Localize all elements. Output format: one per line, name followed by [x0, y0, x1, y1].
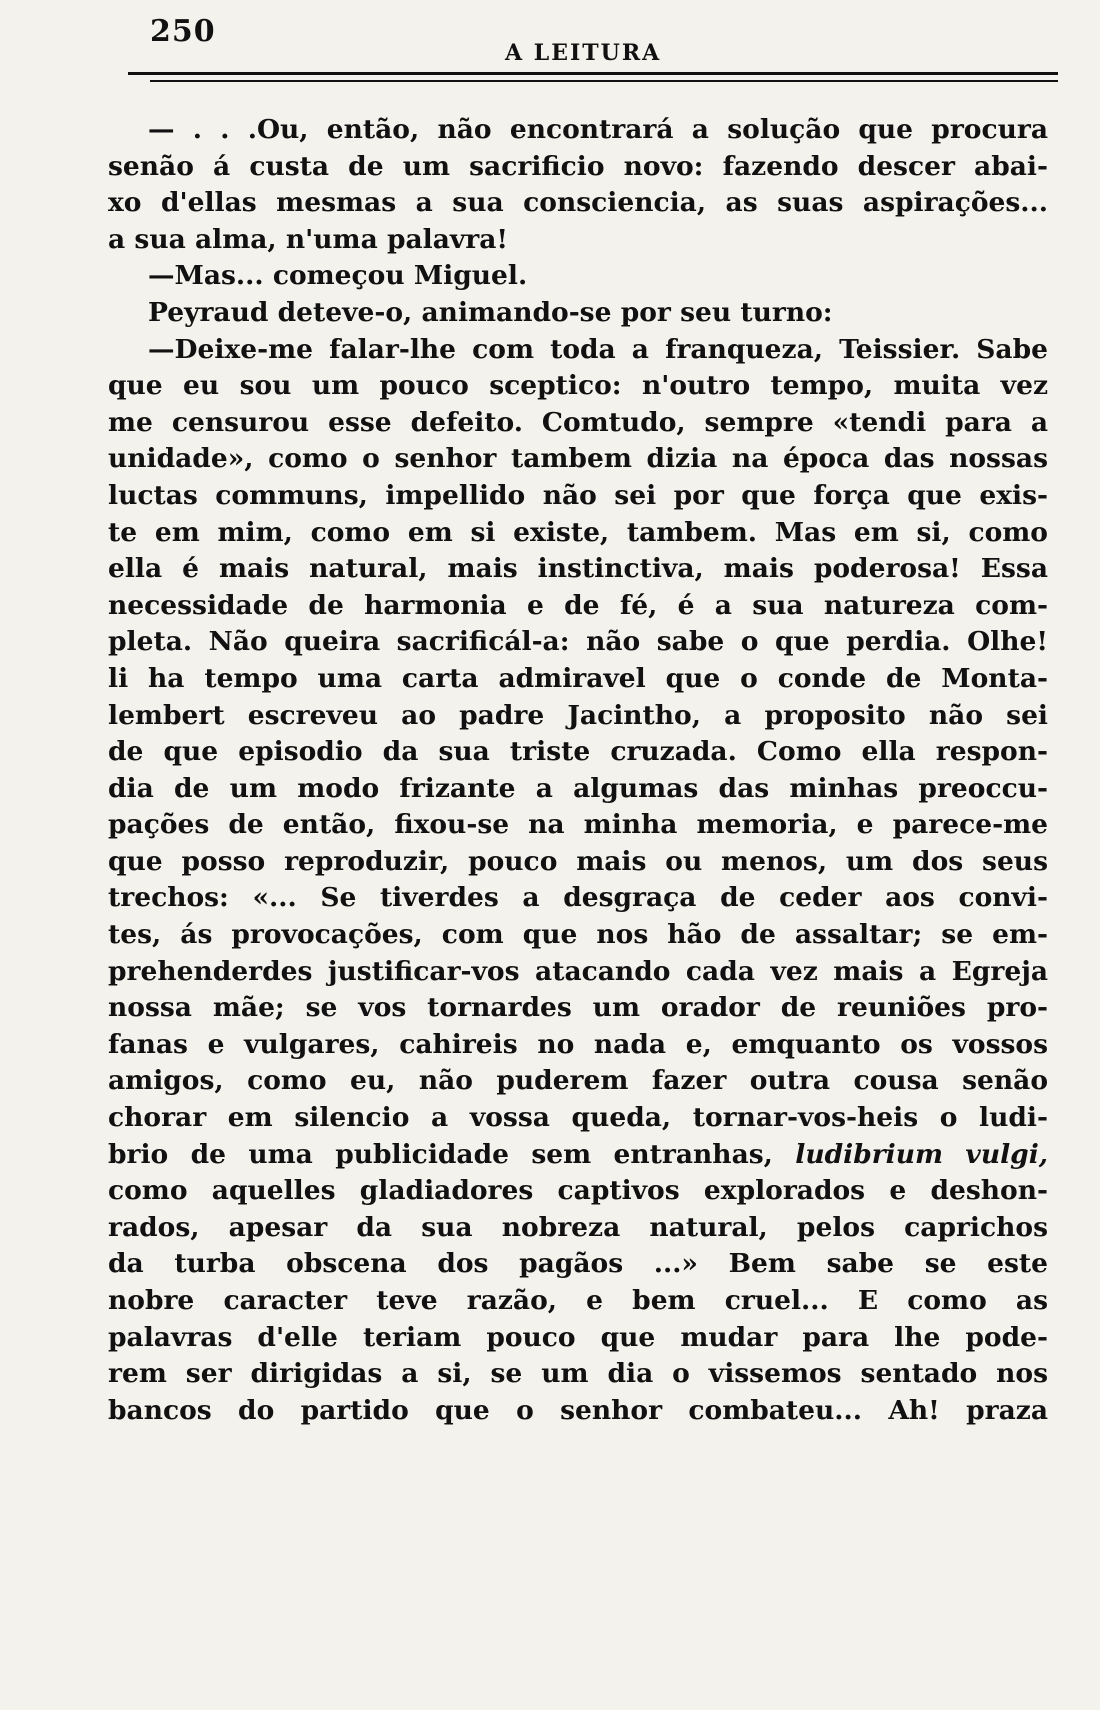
text-line: nobre caracter teve razão, e bem cruel... E como as: [108, 1285, 1048, 1316]
text-line: xo d'ellas mesmas a sua consciencia, as suas aspirações...: [108, 187, 1048, 219]
page-header: [150, 14, 1050, 74]
text-line: chorar em silencio a vossa queda, tornar-vos-heis o ludi-: [108, 1102, 1048, 1134]
page-number: 250: [150, 14, 216, 49]
text-line: senão á custa de um sacrificio novo: fazendo descer abai-: [108, 150, 1048, 182]
running-title: A LEITURA: [505, 40, 662, 66]
text-line: rem ser dirigidas a si, se um dia o vissemos sentado nos: [108, 1358, 1048, 1390]
body-text: [108, 112, 1048, 1429]
text-line: li ha tempo uma carta admiravel que o conde de Monta-: [108, 662, 1048, 694]
text-line: rados, apesar da sua nobreza natural, pelos caprichos: [108, 1211, 1048, 1243]
text-line: prehenderdes justificar-vos atacando cada vez mais a Egreja: [108, 955, 1048, 987]
text-line: bancos do partido que o senhor combateu... Ah! praza: [108, 1394, 1048, 1426]
text-line: dia de um modo frizante a algumas das minhas preoccu-: [108, 772, 1048, 804]
text-line: que eu sou um pouco sceptico: n'outro tempo, muita vez: [108, 370, 1048, 402]
text-line: da turba obscena dos pagãos ...» Bem sabe se este: [108, 1248, 1048, 1280]
text-line: nossa mãe; se vos tornardes um orador de reuniões pro-: [108, 992, 1048, 1024]
text-line: tes, ás provocações, com que nos hão de assaltar; se em-: [108, 919, 1048, 951]
text-line: amigos, como eu, não puderem fazer outra cousa senão: [108, 1065, 1048, 1097]
text-line: a sua alma, n'uma palavra!: [108, 223, 509, 255]
text-line: luctas communs, impellido não sei por que força que exis-: [108, 479, 1048, 511]
text-line: que posso reproduzir, pouco mais ou menos, um dos seus: [108, 845, 1048, 877]
text-line: fanas e vulgares, cahireis no nada e, emquanto os vossos: [108, 1028, 1048, 1060]
text-line: de que episodio da sua triste cruzada. Como ella respon-: [108, 736, 1048, 768]
header-rule-thick: [128, 72, 1058, 75]
text-line: —Deixe-me falar-lhe com toda a franqueza, Teissier. Sabe: [148, 333, 1048, 365]
text-line: Peyraud deteve-o, animando-se por seu turno:: [148, 296, 833, 328]
text-line: necessidade de harmonia e de fé, é a sua natureza com-: [108, 589, 1048, 621]
text-line: me censurou esse defeito. Comtudo, sempre «tendi para a: [108, 406, 1048, 438]
text-line: pleta. Não queira sacrificál-a: não sabe o que perdia. Olhe!: [108, 626, 1048, 658]
text-line: como aquelles gladiadores captivos explorados e deshon-: [108, 1175, 1048, 1207]
text-line: ella é mais natural, mais instinctiva, mais poderosa! Essa: [108, 553, 1048, 585]
text-line: lembert escreveu ao padre Jacintho, a proposito não sei: [108, 699, 1048, 731]
text-line: pações de então, fixou-se na minha memoria, e parece-me: [108, 809, 1048, 841]
header-rule-thin: [150, 80, 1058, 82]
text-line-segment: brio de uma publicidade sem entranhas,: [108, 1138, 773, 1170]
text-line: — . . .Ou, então, não encontrará a solução que procura: [148, 114, 1048, 145]
text-line: te em mim, como em si existe, tambem. Mas em si, como: [108, 516, 1048, 548]
text-line: unidade», como o senhor tambem dizia na época das nossas: [108, 443, 1048, 475]
text-line-with-italic: [108, 1137, 1048, 1174]
text-line: palavras d'elle teriam pouco que mudar para lhe pode-: [108, 1321, 1048, 1353]
text-line: —Mas... começou Miguel.: [148, 260, 528, 292]
text-line: trechos: «... Se tiverdes a desgraça de ceder aos convi-: [108, 882, 1048, 914]
italic-latin-phrase: ludibrium vulgi,: [795, 1138, 1048, 1170]
